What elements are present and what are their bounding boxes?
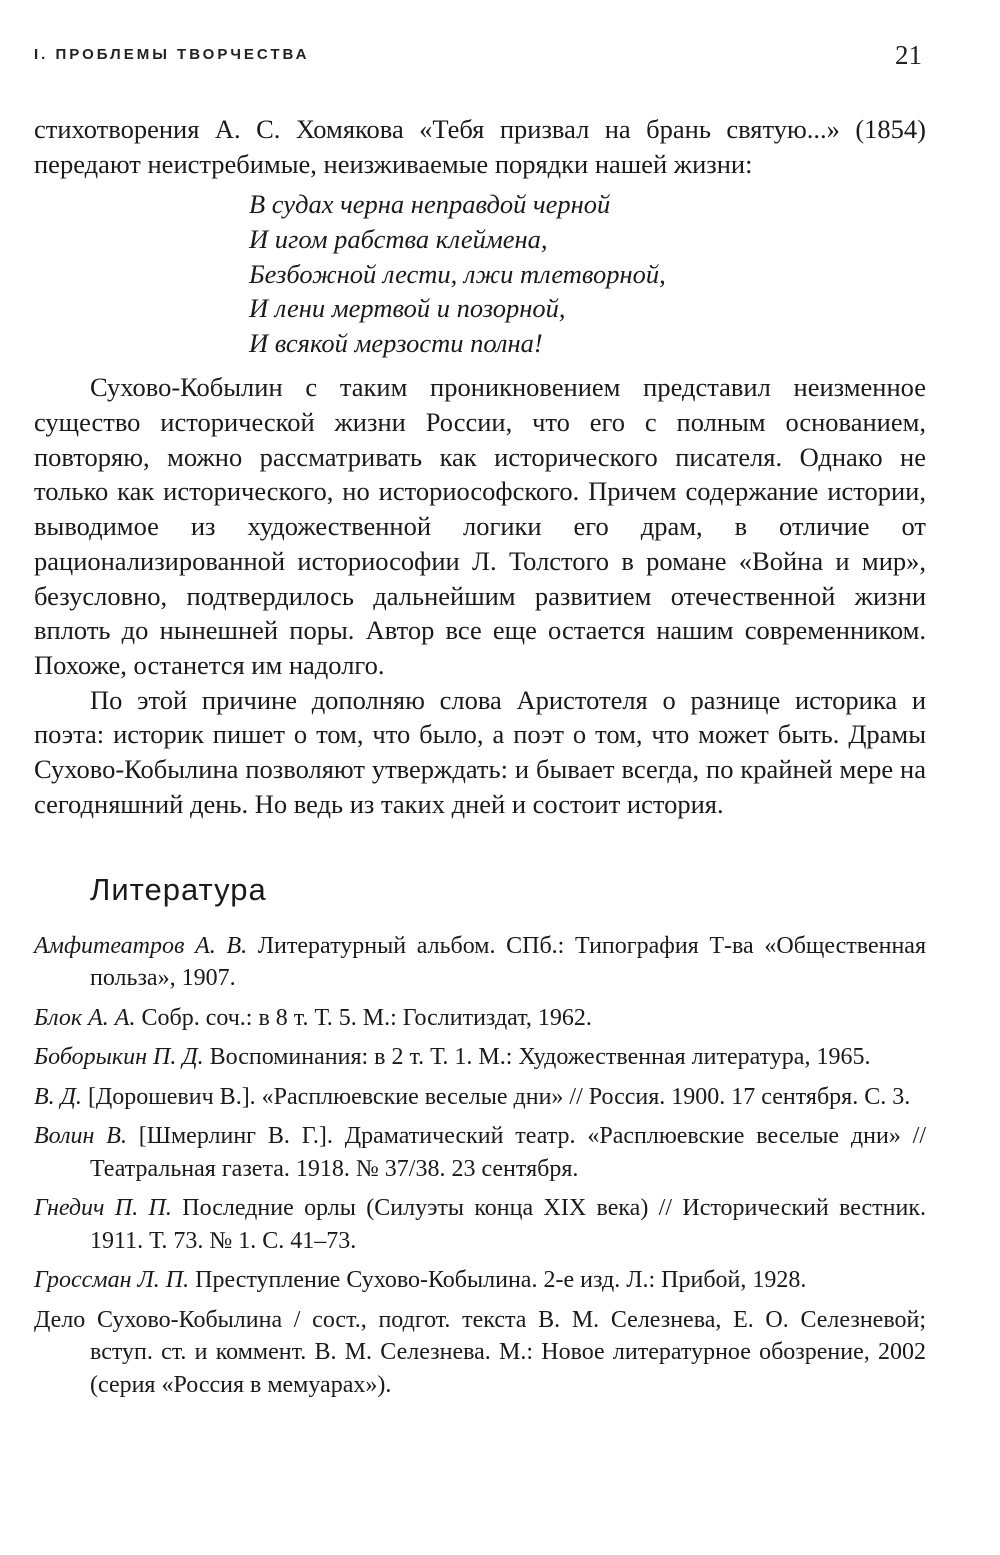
running-header: I. ПРОБЛЕМЫ ТВОРЧЕСТВА bbox=[34, 46, 310, 63]
entry-text: Литературный альбом. СПб.: Типография Т-ва «Общественная польза», 1907. bbox=[90, 932, 926, 992]
poem-line: И лени мертвой и позорной, bbox=[249, 293, 566, 324]
entry-author: Волин В. bbox=[34, 1123, 127, 1150]
bibliography-entry bbox=[34, 1304, 926, 1402]
entry-author: Гроссман Л. П. bbox=[34, 1267, 190, 1294]
entry-text: Собр. соч.: в 8 т. Т. 5. М.: Гослитиздат, 1962. bbox=[135, 1004, 592, 1031]
page-number: 21 bbox=[895, 40, 922, 70]
bibliography-heading: Литература bbox=[90, 871, 267, 907]
bibliography-entry bbox=[34, 1081, 926, 1114]
bibliography-entry bbox=[34, 1264, 926, 1297]
entry-text: Воспоминания: в 2 т. Т. 1. М.: Художественная литература, 1965. bbox=[203, 1044, 871, 1071]
page-content bbox=[34, 112, 926, 1408]
poem-quote bbox=[249, 187, 926, 360]
poem-line: Безбожной лести, лжи тлетворной, bbox=[249, 258, 666, 289]
entry-author: Боборыкин П. Д. bbox=[34, 1044, 204, 1071]
poem-line: И всякой мерзости полна! bbox=[249, 327, 543, 358]
intro-paragraph: стихотворения А. С. Хомякова «Тебя призвал на брань святую...» (1854) передают неистребимые, неизживаемые порядки нашей жизни: bbox=[34, 114, 926, 179]
bibliography-entry bbox=[34, 1002, 926, 1035]
entry-author: Амфитеатров А. В. bbox=[34, 932, 248, 959]
entry-author: В. Д. bbox=[34, 1083, 82, 1110]
poem-line: В судах черна неправдой черной bbox=[249, 189, 611, 220]
entry-text: Преступление Сухово-Кобылина. 2-е изд. Л.: Прибой, 1928. bbox=[189, 1267, 807, 1294]
entry-text: Дело Сухово-Кобылина / сост., подгот. текста В. М. Селезнева, Е. О. Селезневой; вступ. ст. и коммент. В. М. Селезнева. М.: Новое литературное обозрение, 2002 (серия «Россия в мемуарах»). bbox=[34, 1306, 926, 1398]
entry-text: [Дорошевич В.]. «Расплюевские веселые дни» // Россия. 1900. 17 сентября. С. 3. bbox=[81, 1083, 911, 1110]
bibliography-entry bbox=[34, 1120, 926, 1185]
bibliography-list bbox=[34, 930, 926, 1402]
body-paragraph: Сухово-Кобылин с таким проникновением представил неизменное существо исторической жизни России, что его с полным основанием, повторяю, можно рассматривать как исторического писателя. Однако не только как исторического, но историософского. Причем содержание истории, выводимое из художественной логики его драм, в отличие от рационализированной историософии Л. Толстого в романе «Война и мир», безусловно, подтвердилось дальнейшим развитием отечественной жизни вплоть до нынешней поры. Автор все еще остается нашим современником. Похоже, останется им надолго. bbox=[34, 372, 926, 680]
entry-text: [Шмерлинг В. Г.]. Драматический театр. «Расплюевские веселые дни» // Театральная газета. 1918. № 37/38. 23 сентября. bbox=[90, 1123, 926, 1182]
bibliography-entry bbox=[34, 1041, 926, 1074]
bibliography-entry bbox=[34, 930, 926, 995]
entry-author: Блок А. А. bbox=[34, 1004, 136, 1031]
entry-author: Гнедич П. П. bbox=[34, 1195, 172, 1222]
poem-line: И игом рабства клеймена, bbox=[249, 224, 548, 254]
body-paragraph: По этой причине дополняю слова Аристотеля о разнице историка и поэта: историк пишет о том, что было, а поэт о том, что может быть. Драмы Сухово-Кобылина позволяют утверждать: и бывает всегда, по крайней мере на сегодняшний день. Но ведь из таких дней и состоит история. bbox=[34, 684, 926, 819]
bibliography-entry bbox=[34, 1192, 926, 1257]
entry-text: Последние орлы (Силуэты конца XIX века) // Исторический вестник. 1911. Т. 73. № 1. С. 41–73. bbox=[90, 1195, 927, 1254]
